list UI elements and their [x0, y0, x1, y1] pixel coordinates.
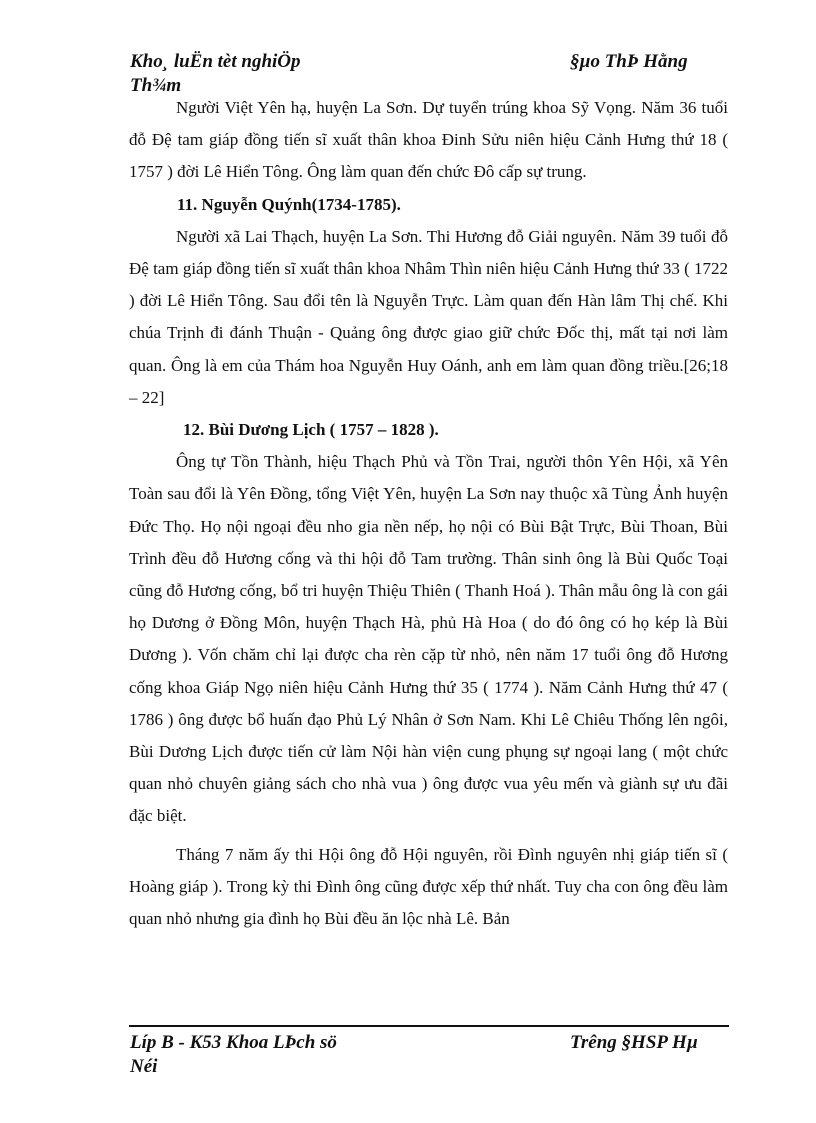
header-left: [130, 50, 301, 98]
footer-left-line2: Néi: [130, 1056, 158, 1077]
paragraph-4: Tháng 7 năm ấy thi Hội ông đỗ Hội nguyên, rồi Đình nguyên nhị giáp tiến sĩ ( Hoàng giáp ). Trong kỳ thi Đình ông cũng được xếp thứ nhất. Tuy cha con ông đều làm quan nhỏ nhưng gia đình họ Bùi đều ăn lộc nhà Lê. Bản: [129, 844, 728, 929]
paragraph-1: Người Việt Yên hạ, huyện La Sơn. Dự tuyển trúng khoa Sỹ Vọng. Năm 36 tuổi đỗ Đệ tam giáp đồng tiến sĩ xuất thân khoa Đinh Sửu niên hiệu Cảnh Hưng thứ 18 ( 1757 ) đời Lê Hiển Tông. Ông làm quan đến chức Đô cấp sự trung.: [129, 98, 728, 182]
header-left-line2: Th¾m: [130, 75, 182, 96]
body-text: [129, 92, 728, 935]
header-right: §µo ThÞ Hằng: [570, 51, 688, 72]
paragraph-3: Ông tự Tồn Thành, hiệu Thạch Phủ và Tồn Trai, người thôn Yên Hội, xã Yên Toàn sau đổi là Yên Đồng, tổng Việt Yên, huyện La Sơn nay thuộc xã Tùng Ảnh huyện Đức Thọ. Họ nội ngoại đều nho gia nền nếp, họ nội có Bùi Bật Trực, Bùi Thoan, Bùi Trình đều đỗ Hương cống và thi hội đỗ Tam trường. Thân sinh ông là Bùi Quốc Toại cũng đỗ Hương cống, bổ tri huyện Thiệu Thiên ( Thanh Hoá ). Thân mẫu ông là con gái họ Dương ở Đồng Môn, huyện Thạch Hà, phủ Hà Hoa ( do đó ông có họ kép là Bùi Dương ). Vốn chăm chỉ lại được cha rèn cặp từ nhỏ, nên năm 17 tuổi ông đỗ Hương cống khoa Giáp Ngọ niên hiệu Cảnh Hưng thứ 35 ( 1774 ). Năm Cảnh Hưng thứ 47 ( 1786 ) ông được bổ huấn đạo Phủ Lý Nhân ở Sơn Nam. Khi Lê Chiêu Thống lên ngôi, Bùi Dương Lịch được tiến cử làm Nội hàn viện cung phụng sự ngoại lang ( một chức quan nhỏ chuyên giảng sách cho nhà vua ) ông được vua yêu mến và giành sự ưu đãi đặc biệt.: [129, 452, 728, 826]
footer-divider: [129, 1025, 729, 1027]
heading-11: 11. Nguyễn Quýnh(1734-1785).: [177, 194, 401, 214]
paragraph-2: Người xã Lai Thạch, huyện La Sơn. Thi Hương đỗ Giải nguyên. Năm 39 tuổi đỗ Đệ tam giáp đồng tiến sĩ xuất thân khoa Nhâm Thìn niên hiệu Cảnh Hưng thứ 33 ( 1722 ) đời Lê Hiển Tông. Sau đổi tên là Nguyễn Trực. Làm quan đến Hàn lâm Thị chế. Khi chúa Trịnh đi đánh Thuận - Quảng ông được giao giữ chức Đốc thị, mất tại nơi làm quan. Ông là em của Thám hoa Nguyễn Huy Oánh, anh em làm quan đồng triều.[26;18 – 22]: [129, 226, 728, 407]
footer-left: [130, 1031, 337, 1079]
footer-left-line1: Líp B - K53 Khoa LÞch sö: [130, 1032, 337, 1053]
header-left-line1: Kho¸ luËn tèt nghiÖp: [130, 51, 301, 72]
heading-12: 12. Bùi Dương Lịch ( 1757 – 1828 ).: [183, 420, 439, 440]
footer-right: Trêng §HSP Hµ: [570, 1032, 698, 1053]
